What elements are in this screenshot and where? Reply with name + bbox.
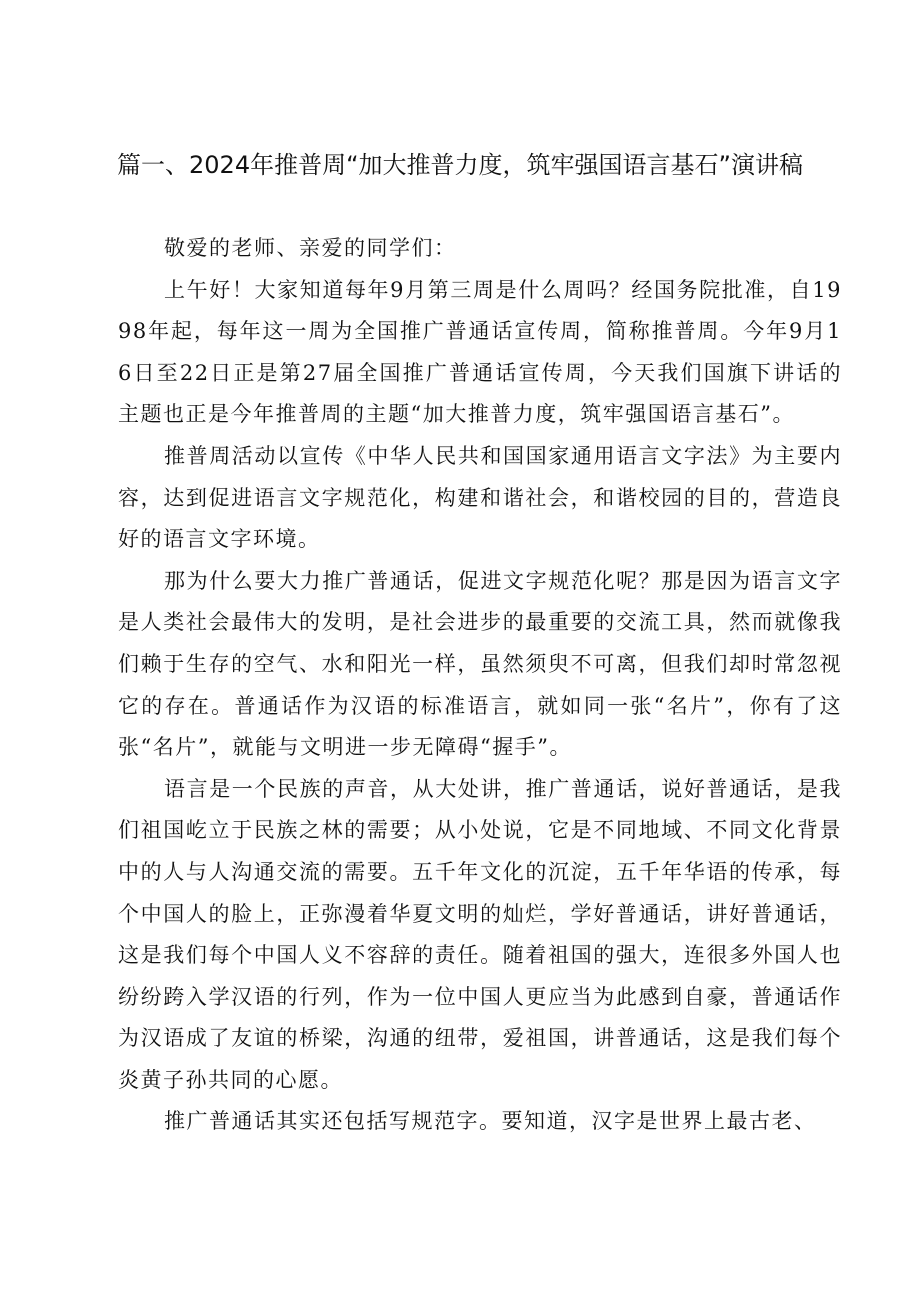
paragraph-4: 语言是一个民族的声音，从大处讲，推广普通话，说好普通话，是我们祖国屹立于民族之林的需要；从小处说，它是不同地域、不同文化背景中的人与人沟通交流的需要。五千年文化的沉淀，五千年华语的传承，每个中国人的脸上，正弥漫着华夏文明的灿烂，学好普通话，讲好普通话，这是我们每个中国人义不容辞的责任。随着祖国的强大，连很多外国人也纷纷跨入学汉语的行列，作为一位中国人更应当为此感到自豪，普通话作为汉语成了友谊的桥梁，沟通的纽带，爱祖国，讲普通话，这是我们每个炎黄子孙共同的心愿。 (118, 776, 842, 1092)
paragraph-greeting: 敬爱的老师、亲爱的同学们： (164, 236, 457, 260)
paragraph-1: 上午好！大家知道每年9月第三周是什么周吗？经国务院批准，自1998年起，每年这一周为全国推广普通话宣传周，简称推普周。今年9月16日至22日正是第27届全国推广普通话宣传周，今天我们国旗下讲话的主题也正是今年推普周的主题“加大推普力度，筑牢强国语言基石”。 (118, 277, 842, 427)
paragraph-3: 那为什么要大力推广普通话，促进文字规范化呢？那是因为语言文字是人类社会最伟大的发明，是社会进步的最重要的交流工具，然而就像我们赖于生存的空气、水和阳光一样，虽然须臾不可离，但我们却时常忽视它的存在。普通话作为汉语的标准语言，就如同一张“名片”，你有了这张“名片”，就能与文明进一步无障碍“握手”。 (118, 568, 842, 760)
paragraph-2: 推普周活动以宣传《中华人民共和国国家通用语言文字法》为主要内容，达到促进语言文字规范化，构建和谐社会，和谐校园的目的，营造良好的语言文字环境。 (118, 443, 842, 552)
document-title: 篇一、2024年推普周“加大推普力度，筑牢强国语言基石”演讲稿 (117, 151, 803, 179)
document-body (118, 228, 842, 1143)
paragraph-5: 推广普通话其实还包括写规范字。要知道，汉字是世界上最古老、 (164, 1109, 817, 1134)
